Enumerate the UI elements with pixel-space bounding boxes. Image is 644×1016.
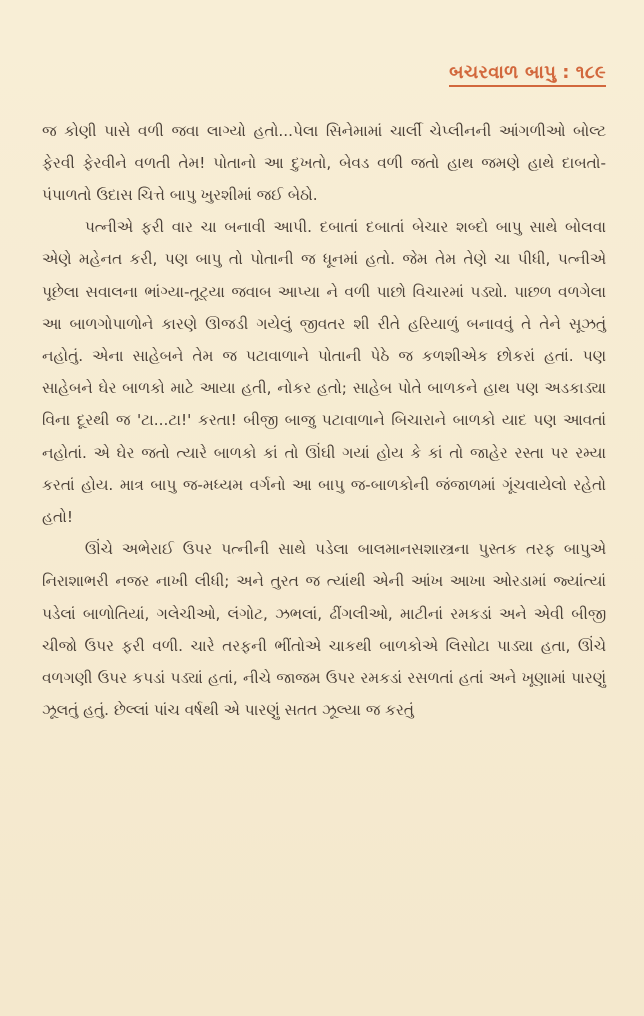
paragraph-3: ઊંચે અભેરાઈ ઉપર પત્નીની સાથે પડેલા બાલમાનસશાસ્ત્રના પુસ્તક તરફ બાપુએ નિરાશાભરી નજર નાખી લીધી; અને તુરત જ ત્યાંથી એની આંખ આખા ઓરડામાં જ્યાંત્યાં પડેલાં બાળોતિયાં, ગલેચીઓ, લંગોટ, ઝભલાં, ઢીંગલીઓ, માટીનાં રમકડાં અને એવી બીજી ચીજો ઉપર ફરી વળી. ચારે તરફની ભીંતોએ ચાકથી બાળકોએ લિસોટા પાડ્યા હતા, ઊંચે વળગણી ઉપર કપડાં પડ્યાં હતાં, નીચે જાજમ ઉપર રમકડાં રસળતાં હતાં અને ખૂણામાં પારણું ઝૂલતું હતું. છેલ્લાં પાંચ વર્ષથી એ પારણું સતત ઝૂલ્યા જ કરતું [42, 540, 606, 720]
page-number: ૧૮૯ [575, 62, 606, 83]
paragraph-1: જ કોણી પાસે વળી જવા લાગ્યો હતો...પેલા સિનેમામાં ચાર્લી ચેપ્લીનની આંગળીઓ બોલ્ટ ફેરવી ફેરવીને વળતી તેમ! પોતાનો આ દુખતો, બેવડ વળી જતો હાથ જમણે હાથે દાબતો-પંપાળતો ઉદાસ ચિત્તે બાપુ ખુરશીમાં જઈ બેઠો. [42, 121, 606, 204]
body-text [42, 115, 606, 727]
paragraph-2: પત્નીએ ફરી વાર ચા બનાવી આપી. દબાતાં દબાતાં બેચાર શબ્દો બાપુ સાથે બોલવા એણે મહેનત કરી, પણ બાપુ તો પોતાની જ ધૂનમાં હતો. જેમ તેમ તેણે ચા પીધી, પત્નીએ પૂછેલા સવાલના ભાંગ્યા-તૂટ્યા જવાબ આપ્યા ને વળી પાછો વિચારમાં પડ્યો. પાછળ વળગેલા આ બાળગોપાળોને કારણે ઊજડી ગયેલું જીવતર શી રીતે હરિયાળું બનાવવું તે તેને સૂઝતું નહોતું. એના સાહેબને તેમ જ પટાવાળાને પોતાની પેઠે જ કળશીએક છોકરાં હતાં. પણ સાહેબને ઘેર બાળકો માટે આયા હતી, નોકર હતો; સાહેબ પોતે બાળકને હાથ પણ અડકાડ્યા વિના દૂરથી જ 'ટા...ટા!' કરતા! બીજી બાજુ પટાવાળાને બિચારાને બાળકો યાદ પણ આવતાં નહોતાં. એ ઘેર જતો ત્યારે બાળકો કાં તો ઊંઘી ગયાં હોય કે કાં તો જાહેર રસ્તા પર રમ્યા કરતાં હોય. માત્ર બાપુ જ-મધ્યમ વર્ગનો આ બાપુ જ-બાળકોની જંજાળમાં ગૂંચવાયેલો રહેતો હતો! [42, 218, 606, 527]
running-header [42, 62, 606, 87]
running-header-separator: : [562, 62, 570, 83]
running-header-text [449, 62, 606, 87]
running-header-title: બચરવાળ બાપુ [449, 62, 557, 83]
